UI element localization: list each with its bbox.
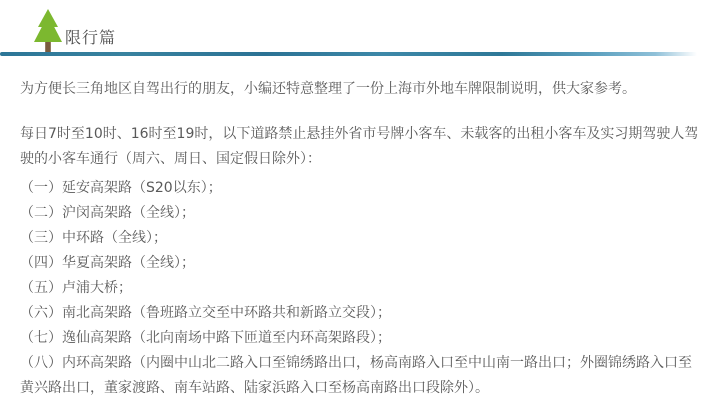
pine-tree-icon: [33, 9, 63, 52]
section-header: [0, 0, 725, 52]
restriction-item: （二）沪闵高架路（全线）；: [20, 205, 195, 221]
restriction-item: （五）卢浦大桥；: [20, 280, 132, 296]
restriction-item: （四）华夏高架路（全线）；: [20, 255, 195, 271]
section-title: 限行篇: [65, 28, 117, 47]
restriction-item: （八）内环高架路（内圈中山北二路入口至锦绣路出口，杨高南路入口至中山南一路出口；外圈锦绣路入口至黄兴路出口，董家渡路、南车站路、陆家浜路入口至杨高南路出口段除外）。: [20, 355, 692, 396]
restriction-list: [20, 176, 705, 401]
intro-paragraph: 为方便长三角地区自驾出行的朋友，小编还特意整理了一份上海市外地车牌限制说明，供大家参考。: [20, 81, 636, 97]
restriction-item: （一）延安高架路（S20以东）；: [20, 180, 222, 196]
restriction-item: （三）中环路（全线）；: [20, 230, 167, 246]
rule-paragraph: 每日7时至10时、16时至19时，以下道路禁止悬挂外省市号牌小客车、未载客的出租小客车及实习期驾驶人驾驶的小客车通行（周六、周日、国定假日除外）：: [20, 126, 699, 167]
restriction-item: （六）南北高架路（鲁班路立交至中环路共和新路立交段）；: [20, 305, 391, 321]
article-body: [0, 56, 725, 401]
restriction-item: （七）逸仙高架路（北向南场中路下匝道至内环高架路段）；: [20, 330, 391, 346]
